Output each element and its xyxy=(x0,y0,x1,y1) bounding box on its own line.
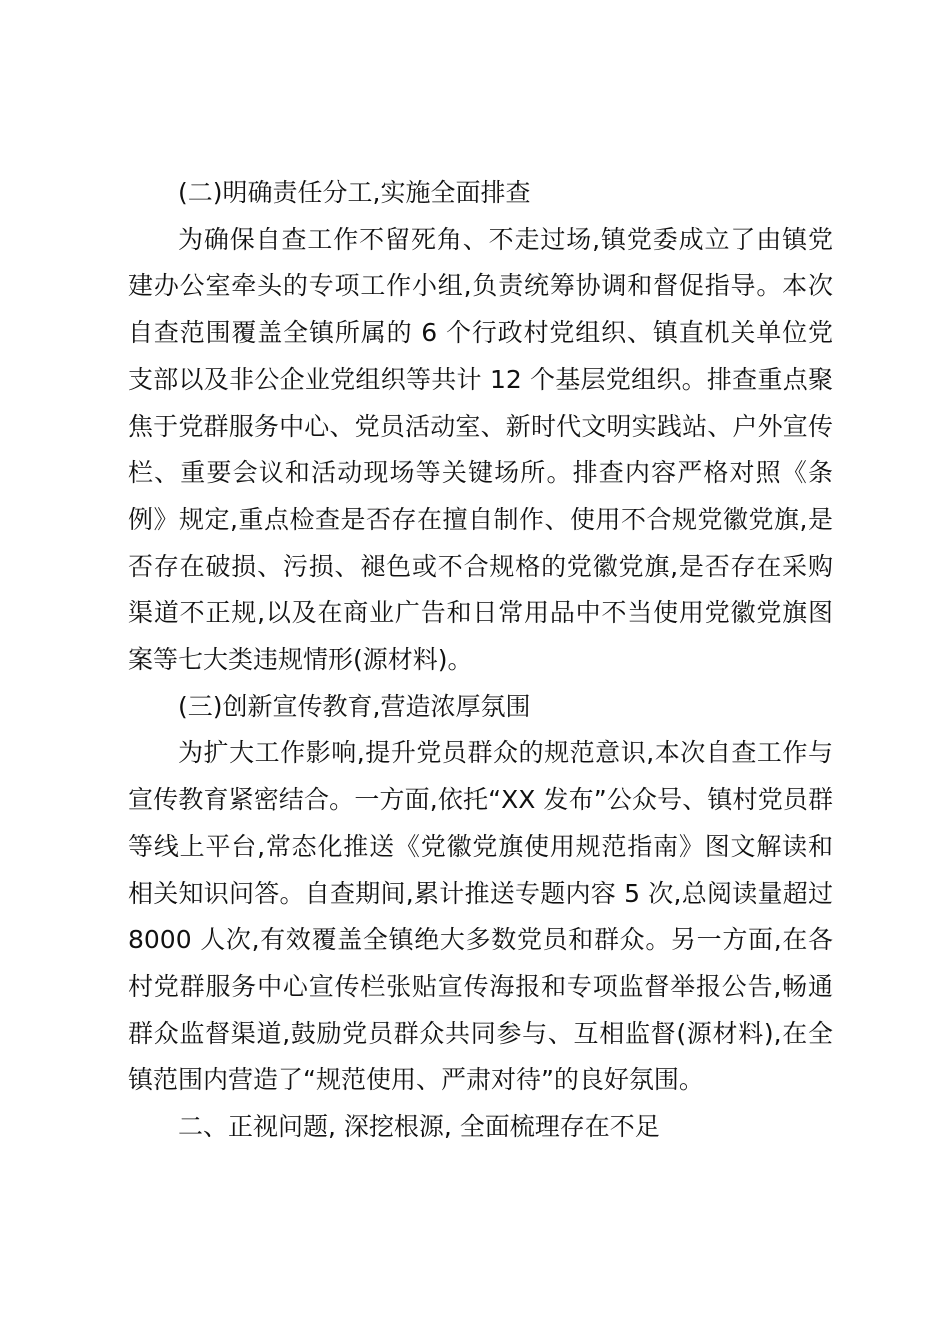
document-body xyxy=(128,170,833,1151)
paragraph-inspection-scope: 为确保自查工作不留死角、不走过场,镇党委成立了由镇党建办公室牵头的专项工作小组,负责统筹协调和督促指导。本次自查范围覆盖全镇所属的 6 个行政村党组织、镇直机关单位党支部以及非公企业党组织等共计 12 个基层党组织。排查重点聚焦于党群服务中心、党员活动室、新时代文明实践站、户外宣传栏、重要会议和活动现场等关键场所。排查内容严格对照《条例》规定,重点检查是否存在擅自制作、使用不合规党徽党旗,是否存在破损、污损、褪色或不合规格的党徽党旗,是否存在采购渠道不正规,以及在商业广告和日常用品中不当使用党徽党旗图案等七大类违规情形(源材料)。 xyxy=(128,224,833,675)
section-heading-responsibility: (二)明确责任分工,实施全面排查 xyxy=(178,178,531,207)
section-heading-problems: 二、正视问题, 深挖根源, 全面梳理存在不足 xyxy=(178,1112,660,1142)
paragraph-publicity-education: 为扩大工作影响,提升党员群众的规范意识,本次自查工作与宣传教育紧密结合。一方面,依托“XX 发布”公众号、镇村党员群等线上平台,常态化推送《党徽党旗使用规范指南》图文解读和相关知识问答。自查期间,累计推送专题内容 5 次,总阅读量超过 8000 人次,有效覆盖全镇绝大多数党员和群众。另一方面,在各村党群服务中心宣传栏张贴宣传海报和专项监督举报公告,畅通群众监督渠道,鼓励党员群众共同参与、互相监督(源材料),在全镇范围内营造了“规范使用、严肃对待”的良好氛围。 xyxy=(128,738,833,1095)
section-heading-publicity: (三)创新宣传教育,营造浓厚氛围 xyxy=(178,691,531,721)
